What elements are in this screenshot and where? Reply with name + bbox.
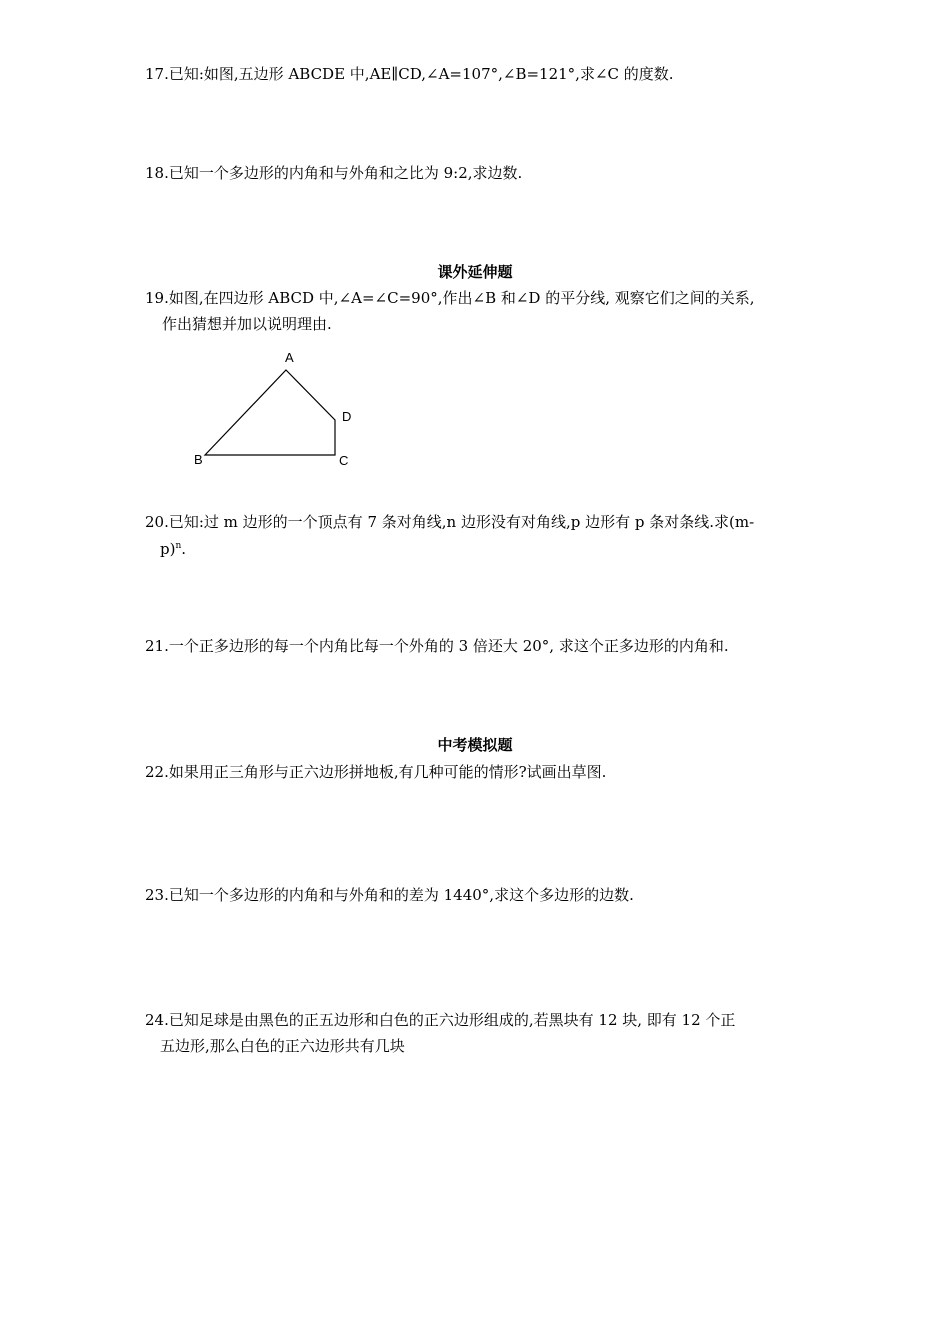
section-heading-extension: 课外延伸题: [437, 263, 513, 281]
problem-24-line-1: 24.已知足球是由黑色的正五边形和白色的正六边形组成的,若黑块有 12 块, 即有 12 个正: [145, 1011, 736, 1029]
problem-20-base: p): [160, 540, 176, 558]
problem-22: 22.如果用正三角形与正六边形拼地板,有几种可能的情形?试画出草图.: [145, 763, 607, 781]
problem-20-line-1: 20.已知:过 m 边形的一个顶点有 7 条对角线,n 边形没有对角线,p 边形有 p 条对条线.求(m-: [145, 513, 755, 531]
problem-21: 21.一个正多边形的每一个内角比每一个外角的 3 倍还大 20°, 求这个正多边形的内角和.: [145, 637, 729, 655]
problem-23: 23.已知一个多边形的内角和与外角和的差为 1440°,求这个多边形的边数.: [145, 886, 634, 904]
problem-18: 18.已知一个多边形的内角和与外角和之比为 9:2,求边数.: [145, 164, 523, 182]
problem-19-line-1: 19.如图,在四边形 ABCD 中,∠A=∠C=90°,作出∠B 和∠D 的平分线, 观察它们之间的关系,: [145, 289, 755, 307]
problem-19-line-2: 作出猜想并加以说明理由.: [162, 315, 332, 333]
problem-20-exponent: n: [175, 541, 182, 551]
vertex-label-b: B: [194, 452, 203, 467]
section-heading-exam: 中考模拟题: [437, 736, 513, 754]
vertex-label-d: D: [342, 409, 352, 424]
quadrilateral-figure: [180, 345, 370, 475]
problem-20-end: .: [181, 540, 187, 558]
quadrilateral-abcd: [205, 370, 335, 455]
vertex-label-a: A: [285, 350, 294, 365]
problem-24-line-2: 五边形,那么白色的正六边形共有几块: [160, 1037, 405, 1055]
problem-20-line-2: [160, 539, 186, 559]
vertex-label-c: C: [339, 453, 349, 468]
problem-17: 17.已知:如图,五边形 ABCDE 中,AE∥CD,∠A=107°,∠B=121°,求∠C 的度数.: [145, 65, 674, 83]
